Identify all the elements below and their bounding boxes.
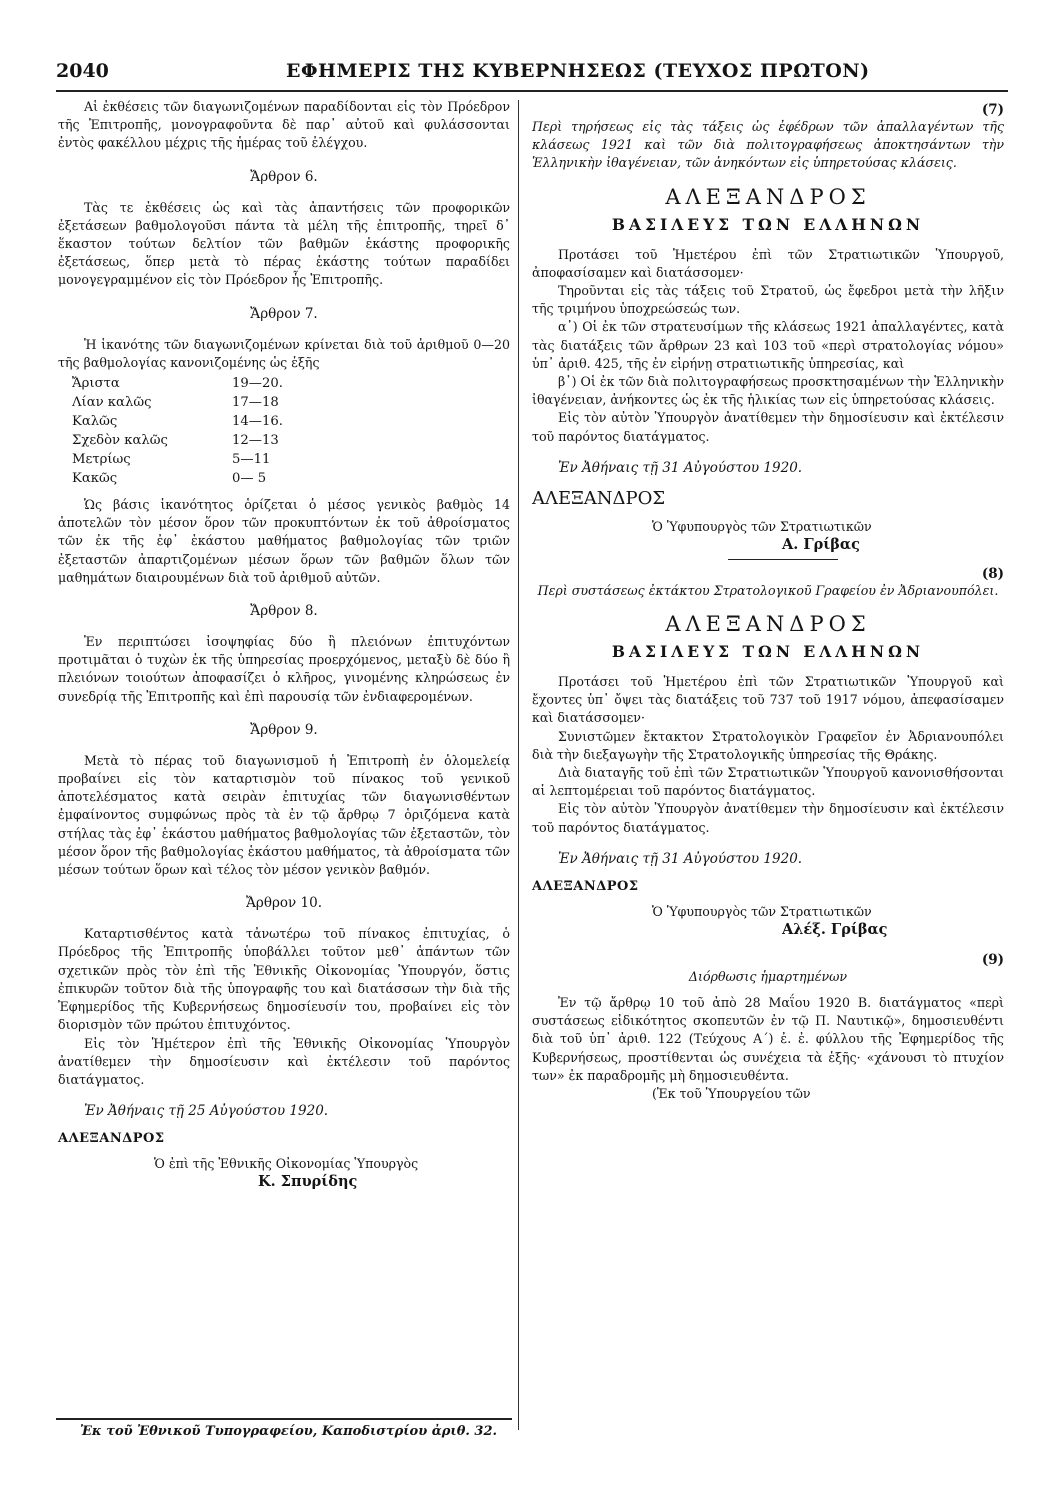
- page-header: [56, 58, 1006, 88]
- article-7-text-2: Ὡς βάσις ἱκανότητος ὁρίζεται ὁ μέσος γενικὸς βαθμὸς 14 ἀποτελῶν τὸν μέσον ὅρον τῶν προκυπτόντων ἐκ τοῦ ἀθροίσματος τῶν ἐκ τῆς ἐφ᾽ ἑκάστου μαθήματος βαθμολογίας τῶν τριῶν ἐξεταστῶν ἀπαρτιζομένων μέσων ὅρων τῶν βαθμῶν ὅλων τῶν μαθημάτων διαιρουμένων διὰ τοῦ ἀριθμοῦ αὐτῶν.: [58, 497, 510, 585]
- decree-7-text: Τηροῦνται εἰς τὰς τάξεις τοῦ Στρατοῦ, ὡς ἔφεδροι μετὰ τὴν λῆξιν τῆς τριμήνου ὑποχρεώσεώς των.: [532, 283, 1004, 317]
- king-heading: ΑΛΕΞΑΝΔΡΟΣ: [665, 612, 871, 637]
- grade-range: 14—16.: [232, 414, 283, 430]
- decree-number-8: (8): [981, 565, 1004, 582]
- decree-8-minister-role: Ὁ Ὑφυπουργὸς τῶν Στρατιωτικῶν: [652, 903, 872, 919]
- decree-8-closing: Εἰς τὸν αὐτὸν Ὑπουργὸν ἀνατίθεμεν τὴν δημοσίευσιν καὶ ἐκτέλεσιν τοῦ παρόντος διατάγματος.: [532, 801, 1004, 835]
- decree-number-7: (7): [981, 102, 1004, 118]
- grade-label: Λίαν καλῶς: [72, 395, 152, 411]
- grading-scale: [58, 376, 510, 490]
- grade-range: 5—11: [232, 452, 271, 468]
- grade-row: [58, 376, 510, 395]
- column-divider: [518, 100, 519, 1430]
- grade-row: [58, 452, 510, 471]
- section-rule: [728, 559, 838, 560]
- decree-8-date: Ἐν Ἀθήναις τῇ 31 Αὐγούστου 1920.: [558, 850, 803, 867]
- article-8-text: Ἐν περιπτώσει ἰσοψηφίας δύο ἢ πλειόνων ἐπιτυχόντων προτιμᾶται ὁ τυχὼν ἐκ τῆς ὑπηρεσίας προερχόμενος, μεταξὺ δὲ δύο ἢ πλειόνων τοιούτων ἀποφασίζει ὁ κλῆρος, γινομένης κληρώσεως ἐν συνεδρίᾳ τῆς Ἐπιτροπῆς καὶ ἐπὶ παρουσίᾳ τῶν ἐνδιαφερομένων.: [58, 634, 510, 704]
- decree-7-signature: ΑΛΕΞΑΝΔΡΟΣ: [532, 487, 666, 509]
- grade-label: Ἄριστα: [72, 376, 120, 392]
- decree-8-preamble: Προτάσει τοῦ Ἡμετέρου ἐπὶ τῶν Στρατιωτικῶν Ὑπουργοῦ καὶ ἔχοντες ὑπ᾽ ὄψει τὰς διατάξεις τοῦ 737 τοῦ 1917 νόμου, ἀπεφασίσαμεν καὶ διατάσσομεν·: [532, 674, 1004, 726]
- article-8-title: Ἄρθρον 8.: [250, 603, 318, 620]
- gazette-title: ΕΦΗΜΕΡΙΣ ΤΗΣ ΚΥΒΕΡΝΗΣΕΩΣ (ΤΕΥΧΟΣ ΠΡΩΤΟΝ): [286, 60, 870, 82]
- decree-7-item-b: β᾽) Οἱ ἐκ τῶν διὰ πολιτογραφήσεως προσκτησαμένων τὴν Ἑλληνικὴν ἰθαγένειαν, ἀνήκοντες ὡς ἐκ τῆς ἡλικίας των εἰς ὑπηρετούσας κλάσεις.: [532, 374, 1004, 408]
- king-signature: ΑΛΕΞΑΝΔΡΟΣ: [58, 1131, 165, 1147]
- grade-label: Σχεδὸν καλῶς: [72, 433, 168, 449]
- grade-range: 0— 5: [232, 471, 267, 487]
- decree-7-minister-role: Ὁ Ὑφυπουργὸς τῶν Στρατιωτικῶν: [652, 518, 872, 534]
- king-title: ΒΑΣΙΛΕΥΣ ΤΩΝ ΕΛΛΗΝΩΝ: [611, 642, 925, 662]
- grade-row: [58, 433, 510, 452]
- grade-label: Κακῶς: [72, 471, 118, 487]
- decree-8-minister-name: Αλέξ. Γρίβας: [782, 920, 888, 938]
- decree-7-title: Περὶ τηρήσεως εἰς τὰς τάξεις ὡς ἐφέδρων τῶν ἀπαλλαγέντων τῆς κλάσεως 1921 καὶ τῶν διὰ πολιτογραφήσεως ἀποκτησάντων τὴν Ἑλληνικὴν ἰθαγένειαν, τῶν ἀνηκόντων εἰς ὑπηρετούσας κλάσεις.: [532, 119, 1004, 171]
- article-10-title: Ἄρθρον 10.: [245, 895, 322, 912]
- king-heading: ΑΛΕΞΑΝΔΡΟΣ: [665, 184, 871, 209]
- article-7-text: Ἡ ἱκανότης τῶν διαγωνιζομένων κρίνεται διὰ τοῦ ἀριθμοῦ 0—20 τῆς βαθμολογίας κανονιζομένης ὡς ἑξῆς: [58, 336, 510, 370]
- intro-paragraph: Αἱ ἐκθέσεις τῶν διαγωνιζομένων παραδίδονται εἰς τὸν Πρόεδρον τῆς Ἐπιτροπῆς, μονογραφοῦντα δὲ παρ᾽ αὐτοῦ καὶ φυλάσσονται ἐντὸς φακέλλου μέχρις τῆς ἡμέρας τοῦ ἐλέγχου.: [58, 99, 510, 151]
- article-9-title: Ἄρθρον 9.: [250, 721, 318, 738]
- decree-7-date: Ἐν Ἀθήναις τῇ 31 Αὐγούστου 1920.: [558, 459, 803, 476]
- king-title: ΒΑΣΙΛΕΥΣ ΤΩΝ ΕΛΛΗΝΩΝ: [611, 214, 925, 234]
- grade-label: Καλῶς: [72, 414, 118, 430]
- decree-8-text: Συνιστῶμεν ἔκτακτον Στρατολογικὸν Γραφεῖον ἐν Ἀδριανουπόλει διὰ τὴν διεξαγωγὴν τῆς Στρατολογικῆς ὑπηρεσίας τῆς Θράκης.: [532, 728, 1004, 762]
- article-7-title: Ἄρθρον 7.: [250, 305, 318, 322]
- corrigendum-text: Ἐν τῷ ἄρθρῳ 10 τοῦ ἀπὸ 28 Μαΐου 1920 Β. διατάγματος «περὶ συστάσεως εἰδικότητος σκοπευτῶν ἐν τῷ Π. Ναυτικῷ», δημοσιευθέντι διὰ τοῦ ὑπ᾽ ἀριθ. 122 (Τεύχους Α΄) ἐ. ἐ. φύλλου τῆς Ἐφημερίδος τῆς Κυβερνήσεως, προστίθενται ὡς συνέχεια τὰ ἑξῆς· «χάνουσι τὸ πτυχίον των» ἐκ παραδρομῆς μὴ δημοσιευθέντα.: [532, 995, 1004, 1083]
- decree-date: Ἐν Ἀθήναις τῇ 25 Αὐγούστου 1920.: [84, 1103, 329, 1120]
- left-column: [58, 98, 510, 1190]
- decree-7-closing: Εἰς τὸν αὐτὸν Ὑπουργὸν ἀνατίθεμεν τὴν δημοσίευσιν καὶ ἐκτέλεσιν τοῦ παρόντος διατάγματος.: [532, 410, 1004, 444]
- grade-row: [58, 395, 510, 414]
- article-10-text: Καταρτισθέντος κατὰ τἀνωτέρω τοῦ πίνακος ἐπιτυχίας, ὁ Πρόεδρος τῆς Ἐπιτροπῆς ὑποβάλλει τοῦτον μεθ᾽ ἁπάντων τῶν σχετικῶν πρὸς τὸν ἐπὶ τῆς Ἐθνικῆς Οἰκονομίας Ὑπουργόν, ὅστις ἐπικυρῶν τοῦτον διὰ τῆς ὑπογραφῆς του καὶ διατάσσων τὴν διὰ τῆς Ἐφημερίδος τῆς Κυβερνήσεως δημοσίευσίν του, προβαίνει εἰς τὸν διορισμὸν τῶν πρώτου ἐπιτυχόντος.: [58, 926, 510, 1033]
- article-6-text: Τὰς τε ἐκθέσεις ὡς καὶ τὰς ἀπαντήσεις τῶν προφορικῶν ἐξετάσεων βαθμολογοῦσι πάντα τὰ μέλη τῆς ἐπιτροπῆς, τηρεῖ δ᾽ ἕκαστον τούτων δελτίον τῶν βαθμῶν ἑκάστης προφορικῆς ἐξετάσεως, ὅπερ μετὰ τὸ πέρας ἑκάστης τούτων παραδίδει μονογεγραμμένον εἰς τὸν Πρόεδρον ἧς Ἐπιτροπῆς.: [58, 199, 510, 288]
- printer-footer: Ἐκ τοῦ Ἐθνικοῦ Τυπογραφείου, Καποδιστρίου ἀριθ. 32.: [80, 1424, 498, 1439]
- grade-range: 17—18: [232, 395, 279, 411]
- decree-8-text-2: Διὰ διαταγῆς τοῦ ἐπὶ τῶν Στρατιωτικῶν Ὑπουργοῦ κανονισθήσονται αἱ λεπτομέρειαι τοῦ παρόντος διατάγματος.: [532, 765, 1004, 799]
- header-rule: [56, 90, 1008, 92]
- decree-8-signature: ΑΛΕΞΑΝΔΡΟΣ: [532, 878, 639, 894]
- decree-7-item-a: α᾽) Οἱ ἐκ τῶν στρατευσίμων τῆς κλάσεως 1921 ἀπαλλαγέντες, κατὰ τὰς διατάξεις τῶν ἄρθρων 23 καὶ 103 τοῦ «περὶ στρατολογίας νόμου» ὑπ᾽ ἀριθ. 425, τῆς ἐν εἰρήνῃ στρατιωτικῆς ὑπηρεσίας, καὶ: [532, 319, 1004, 371]
- article-6-title: Ἄρθρον 6.: [250, 168, 318, 185]
- footer-rule: [56, 1418, 512, 1420]
- decree-number-9: (9): [981, 951, 1004, 968]
- right-column: [532, 98, 1004, 1103]
- corrigendum-title: Διόρθωσις ἡμαρτημένων: [688, 968, 848, 984]
- page-number: 2040: [56, 60, 109, 82]
- grade-row: [58, 471, 510, 490]
- closing-paragraph: Εἰς τὸν Ἡμέτερον ἐπὶ τῆς Ἐθνικῆς Οἰκονομίας Ὑπουργὸν ἀνατίθεμεν τὴν δημοσίευσιν καὶ ἐκτέλεσιν τοῦ παρόντος διατάγματος.: [58, 1035, 510, 1087]
- decree-7-minister-name: Α. Γρίβας: [782, 535, 860, 553]
- decree-8-title: Περὶ συστάσεως ἐκτάκτου Στρατολογικοῦ Γραφείου ἐν Ἀδριανουπόλει.: [537, 582, 999, 598]
- minister-role: Ὁ ἐπὶ τῆς Ἐθνικῆς Οἰκονομίας Ὑπουργὸς: [154, 1156, 419, 1172]
- corrigendum-source: (Ἐκ τοῦ Ὑπουργείου τῶν: [652, 1086, 811, 1102]
- grade-range: 12—13: [232, 433, 279, 449]
- minister-name: Κ. Σπυρίδης: [258, 1173, 358, 1191]
- decree-7-preamble: Προτάσει τοῦ Ἡμετέρου ἐπὶ τῶν Στρατιωτικῶν Ὑπουργοῦ, ἀποφασίσαμεν καὶ διατάσσομεν·: [532, 246, 1004, 280]
- grade-range: 19—20.: [232, 376, 283, 392]
- grade-label: Μετρίως: [72, 452, 131, 468]
- grade-row: [58, 414, 510, 433]
- article-9-text: Μετὰ τὸ πέρας τοῦ διαγωνισμοῦ ἡ Ἐπιτροπὴ ἐν ὁλομελείᾳ προβαίνει εἰς τὸν καταρτισμὸν τοῦ πίνακος τοῦ γενικοῦ ἀποτελέσματος κατὰ σειρὰν ἐπιτυχίας τῶν διαγωνισθέντων ἐμφαίνοντος συμφώνως πρὸς τὰ ἐν τῷ ἄρθρῳ 7 ὁριζόμενα κατὰ στήλας τὰς ἐφ᾽ ἑκάστου μαθήματος βαθμολογίας τῶν ἐξεταστῶν, τὸν μέσον ὅρον τῆς βαθμολογίας ἑκάστου μαθήματος, τὰ ἀθροίσματα τῶν μέσων τούτων ὅρων καὶ τέλος τὸν μέσον γενικὸν βαθμόν.: [58, 752, 510, 878]
